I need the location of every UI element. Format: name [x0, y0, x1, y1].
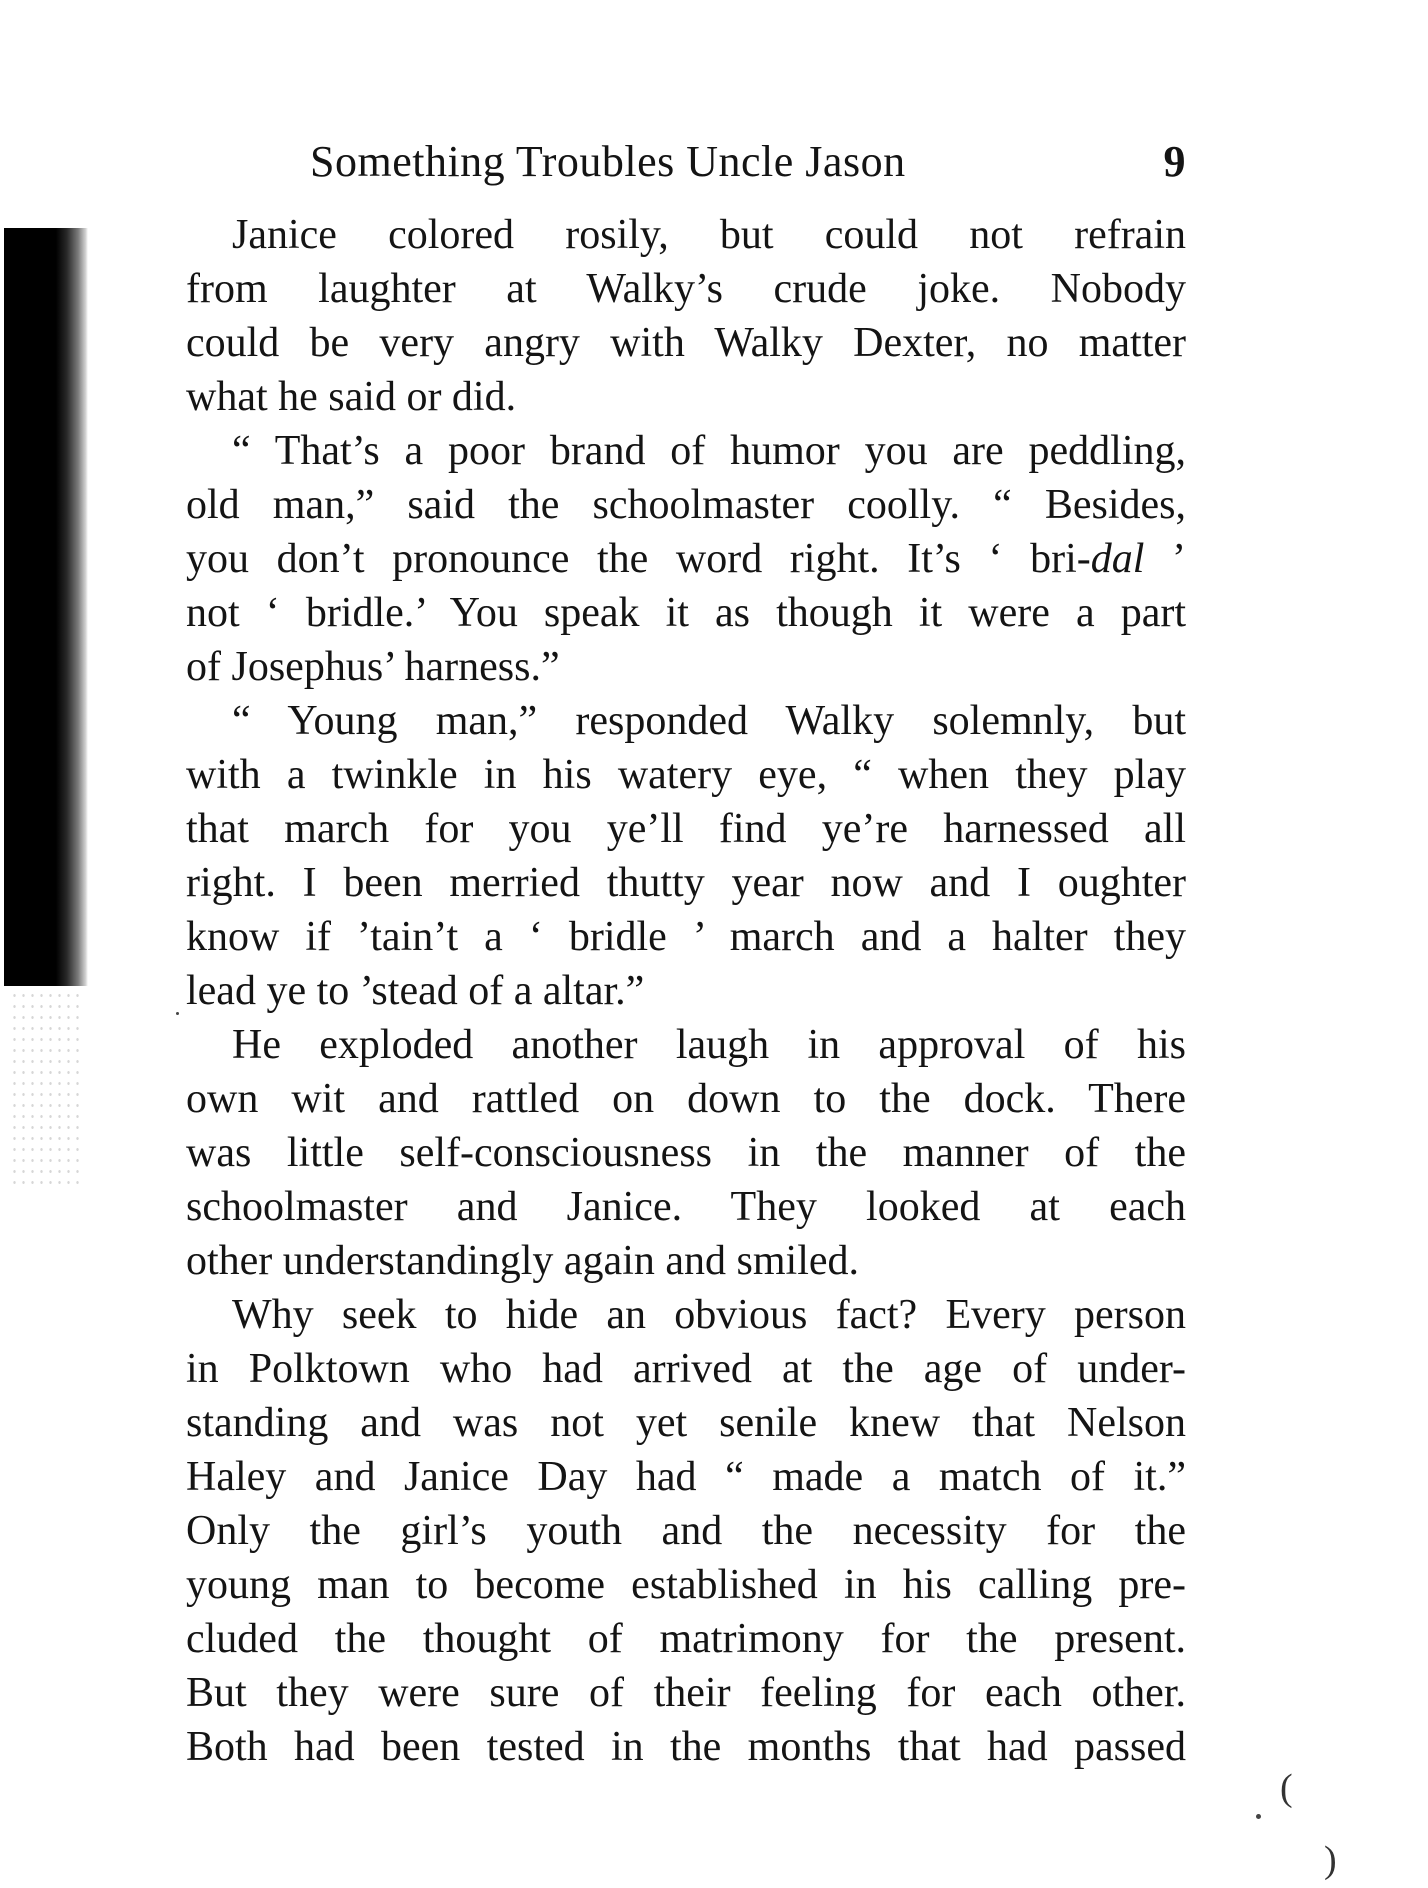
- text-line: Janice colored rosily, but could not refrain: [232, 212, 1186, 258]
- scanned-binding-shadow: [4, 228, 88, 986]
- text-line: in Polktown who had arrived at the age of under-: [186, 1346, 1186, 1392]
- text-line: own wit and rattled on down to the dock. There: [186, 1076, 1186, 1122]
- text-line: with a twinkle in his watery eye, “ when they play: [186, 752, 1186, 798]
- text-line: “ That’s a poor brand of humor you are peddling,: [232, 428, 1186, 474]
- running-header: [310, 132, 1186, 192]
- text-line: right. I been merried thutty year now and I oughter: [186, 860, 1186, 906]
- running-title: Something Troubles Uncle Jason: [310, 137, 906, 186]
- scan-dust-speck: [176, 1012, 179, 1015]
- margin-mark-left-paren: (: [1280, 1767, 1293, 1809]
- margin-mark-right-paren: ): [1324, 1839, 1337, 1881]
- text-line: was little self-consciousness in the manner of the: [186, 1130, 1186, 1176]
- text-line: other understandingly again and smiled.: [186, 1238, 860, 1284]
- body-text: [186, 208, 1186, 1774]
- text-line: He exploded another laugh in approval of his: [232, 1022, 1186, 1068]
- text-line: lead ye to ’stead of a altar.”: [186, 968, 645, 1014]
- text-line: Only the girl’s youth and the necessity for the: [186, 1508, 1186, 1554]
- text-line: from laughter at Walky’s crude joke. Nobody: [186, 266, 1186, 312]
- italic-emphasis: dal: [1090, 536, 1145, 582]
- page-number: 9: [1163, 137, 1186, 186]
- text-line: what he said or did.: [186, 374, 517, 420]
- text-line: schoolmaster and Janice. They looked at each: [186, 1184, 1186, 1230]
- text-line: could be very angry with Walky Dexter, no matter: [186, 320, 1186, 366]
- scan-dust-speck: [1256, 1814, 1261, 1819]
- text-line: of Josephus’ harness.”: [186, 644, 560, 690]
- text-line: standing and was not yet senile knew that Nelson: [186, 1400, 1186, 1446]
- scan-speckle-noise: [10, 990, 80, 1190]
- text-line: Haley and Janice Day had “ made a match of it.”: [186, 1454, 1186, 1500]
- text-line: But they were sure of their feeling for each other.: [186, 1670, 1186, 1716]
- text-line: Both had been tested in the months that had passed: [186, 1724, 1186, 1770]
- text-line: not ‘ bridle.’ You speak it as though it were a part: [186, 590, 1186, 636]
- text-line: cluded the thought of matrimony for the present.: [186, 1616, 1186, 1662]
- text-line: young man to become established in his calling pre-: [186, 1562, 1186, 1608]
- text-line: “ Young man,” responded Walky solemnly, but: [232, 698, 1186, 744]
- text-line: you don’t pronounce the word right. It’s ‘ bri-dal ’: [186, 536, 1186, 582]
- text-line: Why seek to hide an obvious fact? Every person: [232, 1292, 1186, 1338]
- text-line: old man,” said the schoolmaster coolly. “ Besides,: [186, 482, 1186, 528]
- text-line: know if ’tain’t a ‘ bridle ’ march and a halter they: [186, 914, 1186, 960]
- text-line: that march for you ye’ll find ye’re harnessed all: [186, 806, 1186, 852]
